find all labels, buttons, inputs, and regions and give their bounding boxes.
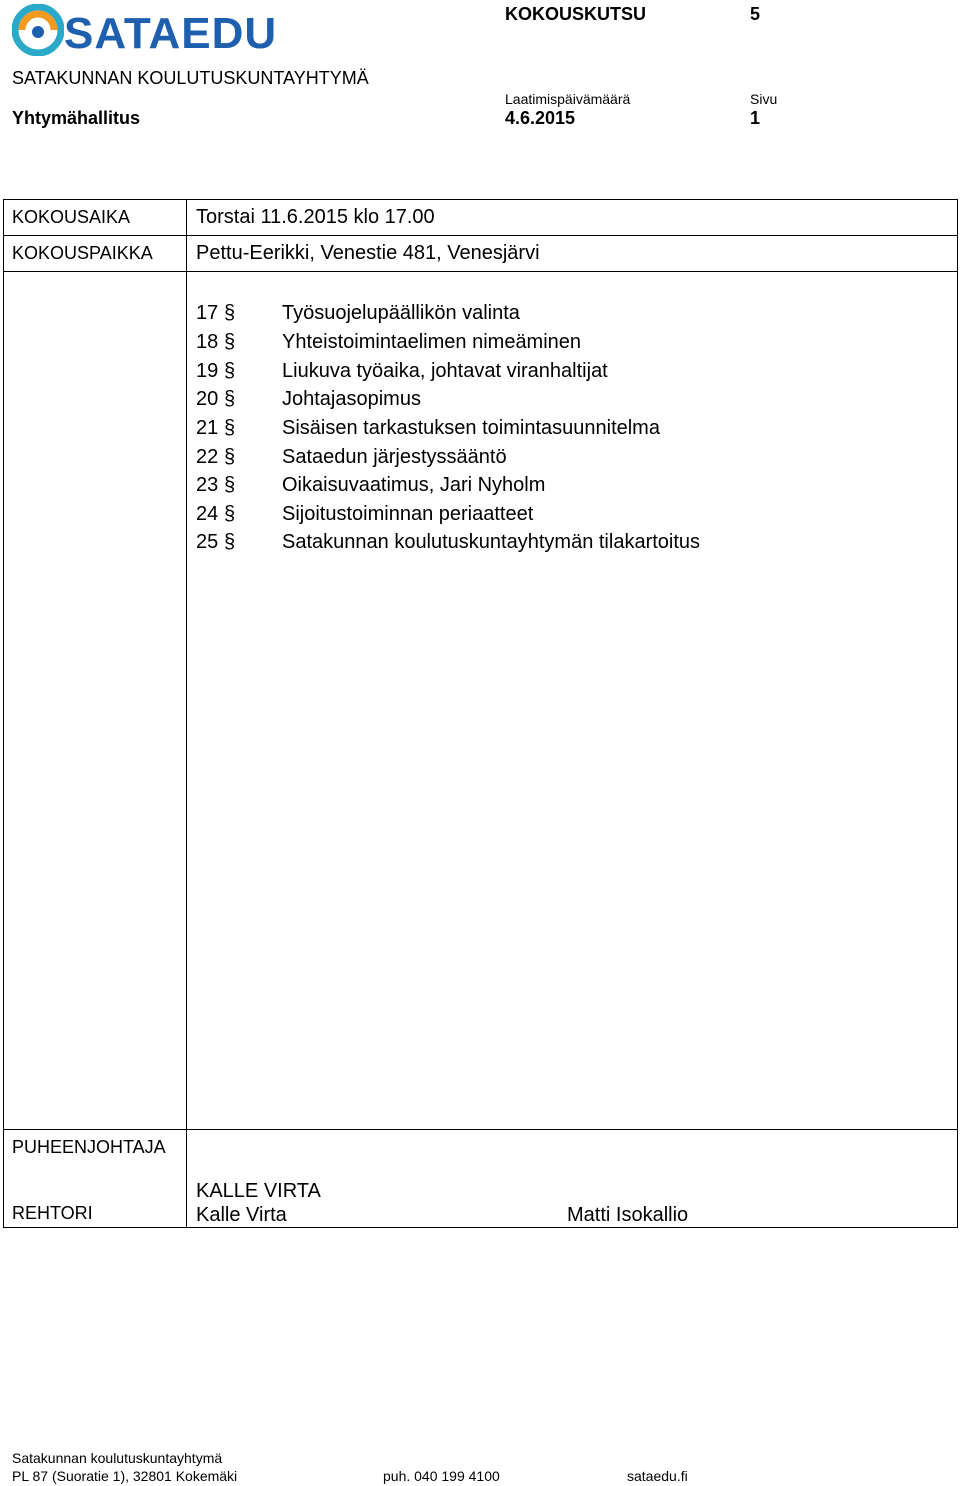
agenda-title: Satakunnan koulutuskuntayhtymän tilakartoitus: [282, 531, 701, 553]
footer-website: sataedu.fi: [627, 1468, 688, 1484]
agenda-title: Yhteistoimintaelimen nimeäminen: [282, 331, 582, 353]
agenda-item: [196, 385, 421, 413]
section-sign: §: [224, 474, 236, 496]
agenda-title: Sataedun järjestyssääntö: [282, 446, 507, 468]
page-number: 1: [750, 108, 761, 128]
agenda-number: 25: [196, 531, 219, 553]
agenda-item: [196, 414, 660, 442]
agenda-number: 18: [196, 331, 219, 353]
rector-label: REHTORI: [12, 1203, 93, 1223]
meeting-place-value: Pettu-Eerikki, Venestie 481, Venesjärvi: [196, 242, 540, 264]
meeting-time-value: Torstai 11.6.2015 klo 17.00: [196, 206, 435, 228]
chair-label: PUHEENJOHTAJA: [12, 1137, 166, 1157]
agenda-title: Sisäisen tarkastuksen toimintasuunnitelma: [282, 417, 660, 439]
agenda-title: Sijoitustoiminnan periaatteet: [282, 503, 534, 525]
doc-number: 5: [750, 4, 761, 24]
sataedu-logo-icon: [12, 4, 64, 56]
section-sign: §: [224, 417, 236, 439]
date-label: Laatimispäivämäärä: [505, 91, 631, 107]
agenda-title: Työsuojelupäällikön valinta: [282, 302, 520, 324]
divider: [3, 1129, 957, 1130]
agenda-number: 20: [196, 388, 219, 410]
footer-phone: puh. 040 199 4100: [383, 1468, 500, 1484]
footer-org: Satakunnan koulutuskuntayhtymä: [12, 1450, 223, 1466]
agenda-title: Oikaisuvaatimus, Jari Nyholm: [282, 474, 546, 496]
agenda-item: [196, 500, 533, 528]
organization-name: SATAKUNNAN KOULUTUSKUNTAYHTYMÄ: [12, 68, 369, 88]
agenda-item: [196, 299, 520, 327]
divider: [186, 199, 187, 1227]
footer-address: PL 87 (Suoratie 1), 32801 Kokemäki: [12, 1468, 238, 1484]
agenda-number: 22: [196, 446, 219, 468]
agenda-number: 17: [196, 302, 219, 324]
divider: [3, 271, 957, 272]
agenda-title: Liukuva työaika, johtavat viranhaltijat: [282, 360, 608, 382]
rector-name: Matti Isokallio: [567, 1204, 689, 1226]
agenda-item: [196, 471, 545, 499]
divider: [3, 235, 957, 236]
governing-body: Yhtymähallitus: [12, 108, 141, 128]
meeting-time-label: KOKOUSAIKA: [12, 207, 131, 227]
section-sign: §: [224, 302, 236, 324]
section-sign: §: [224, 503, 236, 525]
agenda-item: [196, 443, 507, 471]
chair-name: Kalle Virta: [196, 1204, 287, 1226]
section-sign: §: [224, 331, 236, 353]
section-sign: §: [224, 360, 236, 382]
agenda-title: Johtajasopimus: [282, 388, 421, 410]
meeting-place-label: KOKOUSPAIKKA: [12, 243, 153, 263]
agenda-number: 23: [196, 474, 219, 496]
agenda-item: [196, 528, 700, 556]
chair-name-caps: KALLE VIRTA: [196, 1180, 321, 1202]
doc-type: KOKOUSKUTSU: [505, 4, 647, 24]
agenda-item: [196, 328, 581, 356]
agenda-number: 24: [196, 503, 219, 525]
page-label: Sivu: [750, 91, 778, 107]
agenda-number: 21: [196, 417, 219, 439]
section-sign: §: [224, 531, 236, 553]
document-date: 4.6.2015: [505, 108, 576, 128]
section-sign: §: [224, 388, 236, 410]
section-sign: §: [224, 446, 236, 468]
brand-name: SATAEDU: [64, 9, 278, 58]
agenda-item: [196, 357, 608, 385]
agenda-number: 19: [196, 360, 219, 382]
